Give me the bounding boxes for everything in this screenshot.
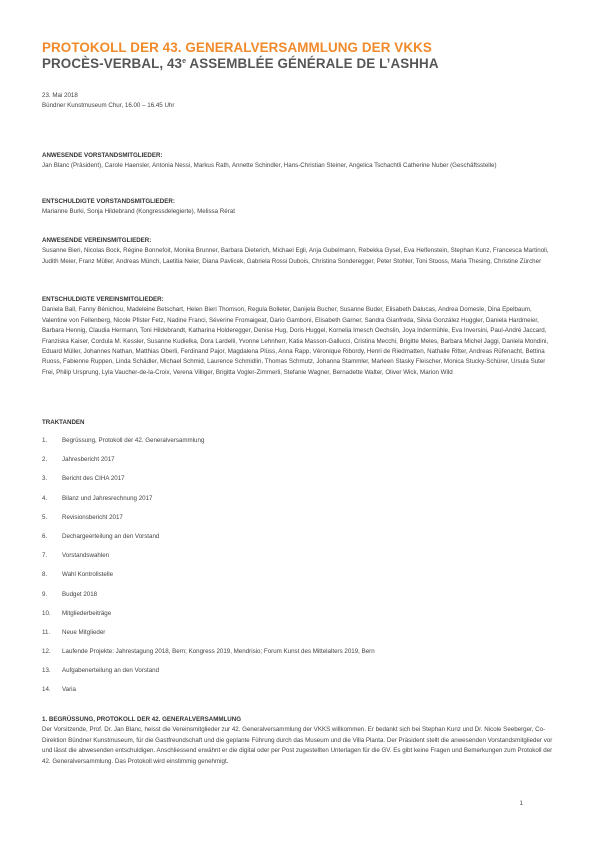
agenda-item: [42, 686, 557, 705]
meeting-meta: [42, 91, 174, 111]
agenda-item-text: Aufgabenerteilung an den Vorstand: [62, 667, 160, 675]
section-heading: ENTSCHULDIGTE VEREINSMITGLIEDER:: [42, 296, 164, 303]
agenda-item-text: Dechargeerteilung an den Vorstand: [62, 532, 160, 540]
agenda-item-text: Neue Mitglieder: [62, 628, 106, 636]
agenda-item: [42, 591, 557, 610]
agenda-item-number: 6.: [42, 532, 48, 540]
agenda-item-number: 9.: [42, 590, 48, 598]
agenda-item-number: 12.: [42, 648, 51, 656]
section-text: Jan Blanc (Präsident), Carole Haensler, Antonia Nessi, Markus Rath, Annette Schindler, Hans-Christian Steiner, Angelica Tschachtli Catherine Nuber (Geschäftsstelle): [42, 162, 497, 170]
agenda-item: [42, 456, 557, 475]
agenda-item: [42, 571, 557, 590]
agenda-item: [42, 610, 557, 629]
section-welcome: [42, 715, 557, 767]
agenda-item-number: 13.: [42, 667, 51, 675]
agenda-item-number: 10.: [42, 609, 51, 617]
agenda-item-text: Bericht des CIHA 2017: [62, 475, 125, 483]
section-members-excused: [42, 295, 557, 378]
section-heading: ANWESENDE VEREINSMITGLIEDER:: [42, 237, 152, 244]
title-french-superscript: e: [182, 58, 187, 65]
section-members-present: [42, 236, 557, 267]
agenda-item-number: 4.: [42, 494, 48, 502]
agenda-item-text: Laufende Projekte: Jahrestagung 2018, Bern; Kongress 2019, Mendrisio; Forum Kunst des Mittelalters 2019, Bern: [62, 648, 375, 656]
agenda-item-number: 8.: [42, 571, 48, 579]
agenda-item-text: Jahresbericht 2017: [62, 456, 115, 464]
title-french-main: PROCÈS-VERBAL, 43: [42, 56, 183, 71]
agenda-heading: TRAKTANDEN: [42, 419, 85, 426]
agenda-item: [42, 552, 557, 571]
agenda-list: [42, 437, 557, 706]
agenda-item-text: Revisionsbericht 2017: [62, 513, 123, 521]
agenda-item: [42, 667, 557, 686]
agenda-item: [42, 533, 557, 552]
agenda-item-number: 1.: [42, 437, 48, 444]
agenda-item: [42, 514, 557, 533]
agenda-item: [42, 437, 557, 456]
title-french-rest: ASSEMBLÉE GÉNÉRALE DE L’ASHHA: [186, 56, 439, 71]
agenda-item-number: 7.: [42, 552, 48, 560]
section-text: Susanne Bieri, Nicolas Bock, Régine Bonnefoit, Monika Brunner, Barbara Dieterich, Michael Egli, Anja Gubelmann, Rebekka Gysel, Eva Helfenstein, Stephan Kunz, Francesca Martinoli, Judith Meier, Franz Müller, Andreas Münch, Laetitia Neier, Diana Pavlicek, Gabriela Rossi Dubois, Christina Sonderegger, Peter Stohler, Toni Stooss, Maria Thesing, Christine Zürcher: [42, 247, 549, 265]
agenda-item: [42, 629, 557, 648]
agenda-item-number: 11.: [42, 628, 51, 636]
agenda-item-text: Wahl Kontrollstelle: [62, 571, 114, 579]
agenda-item: [42, 495, 557, 514]
agenda-item-text: Budget 2018: [62, 590, 98, 598]
meeting-location: Bündner Kunstmuseum Chur, 16.00 – 16.45 Uhr: [42, 102, 175, 109]
agenda-item: [42, 648, 557, 667]
agenda-item-text: Vorstandswahlen: [62, 552, 110, 560]
meeting-date: 23. Mai 2018: [42, 92, 78, 99]
section-board-excused: [42, 197, 557, 218]
section-text: Der Vorsitzende, Prof. Dr. Jan Blanc, heisst die Vereinsmitglieder zur 42. Generalversammlung der VKKS willkommen. Er bedankt sich bei Stephan Kunz und Dr. Nicole Seeberger, Co-Direktion Bündner Kunstmuseum, für die Gastfreundschaft und die geplante Führung durch das Museum und die Villa Planta. Der Präsident stellt die anwesenden Vorstandsmitglieder vor und lässt die abwesenden entschuldigen. Anschliessend erwähnt er die digital oder per Post zugestellten Unterlagen für die GV. Es gibt keine Fragen und Bemerkungen zum Protokoll der 42. Generalversammlung. Das Protokoll wird einstimmig genehmigt.: [42, 726, 553, 765]
agenda-item-text: Begrüssung, Protokoll der 42. Generalversammlung: [62, 437, 205, 444]
agenda-item-number: 14.: [42, 686, 51, 694]
agenda-item-number: 2.: [42, 456, 48, 464]
agenda-item: [42, 475, 557, 494]
page-number: 1: [519, 800, 523, 807]
section-text: Daniela Ball, Fanny Bénichou, Madeleine Betschart, Helen Bieri Thomson, Regula Bolleter, Danijela Bucher, Susanne Buder, Elisabeth Dalucas, Andrea Domesle, Dina Epelbaum, Valentine von Fellenberg, Nicole Pfister Fetz, Nadine Franci, Séverine Fromaigeat, Dario Gamboni, Elisabeth Garner, Sandra Gianfreda, Silvia González Huggler, Daniela Hardmeier, Barbara Hennig, Claudia Hermann, Toni Hildebrandt, Katharina Holderegger, Denise Hug, Doris Huggel, Kornelia Imesch Oechslin, Joya Indermühle, Eva Inversini, Paul-André Jaccard, Franziska Kaiser, Cordula M. Kessler, Susanne Kudielka, Dora Lardelli, Yvonne Lehnherr, Katia Masson-Gallucci, Cristina Mecchi, Brigitte Meles, Barbara Michel Jaggi, Daniela Mondini, Eduard Müller, Johannes Nathan, Matthias Oberli, Ferdinand Pajor, Magdalena Plüss, Anna Rapp, Véronique Ribordy, Henri de Riedmatten, Nathalie Ritter, Andreas Rüfenacht, Bettina Ruoss, Fabienne Ruppen, Linda Schädler, Michael Schmid, Laurence Schmidlin, Thomas Schmutz, Johanna Stammler, Marleen Stasky Fleischer, Monica Stucky-Schürer, Ursula Suter Frei, Philip Ursprung, Lyla Vaucher-de-la-Croix, Verena Villiger, Brigitta Vogler-Zimmerli, Stefanie Wagner, Bernadette Walter, Oliver Wick, Marion Wild: [42, 306, 549, 376]
title-german: PROTOKOLL DER 43. GENERALVERSAMMLUNG DER VKKS: [42, 40, 432, 55]
agenda-item-text: Mitgliederbeiträge: [62, 609, 112, 617]
section-heading: ENTSCHULDIGTE VORSTANDSMITGLIEDER:: [42, 198, 175, 205]
agenda-item-number: 5.: [42, 513, 48, 521]
title-french: [42, 56, 562, 71]
agenda-item-text: Bilanz und Jahresrechnung 2017: [62, 494, 153, 502]
section-board-present: [42, 151, 557, 172]
agenda-item-text: Varia: [62, 686, 76, 694]
section-heading: ANWESENDE VORSTANDSMITGLIEDER:: [42, 152, 163, 159]
agenda-item-number: 3.: [42, 475, 48, 483]
section-heading: 1. BEGRÜSSUNG, PROTOKOLL DER 42. GENERALVERSAMMLUNG: [42, 716, 242, 723]
section-text: Marianne Burki, Sonja Hildebrand (Kongressdelegierte), Melissa Rérat: [42, 208, 235, 216]
